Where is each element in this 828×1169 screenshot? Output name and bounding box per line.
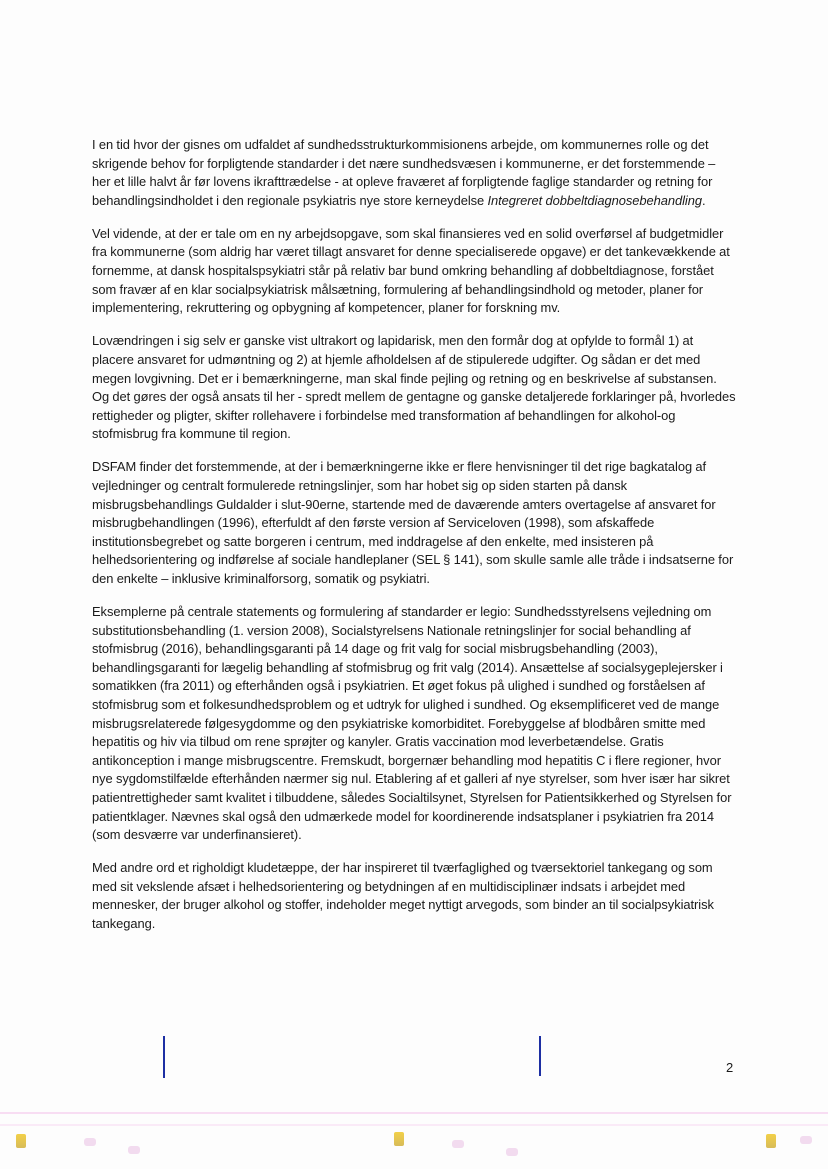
- document-body: [92, 136, 737, 948]
- page-number: 2: [726, 1060, 734, 1075]
- paragraph-4: DSFAM finder det forstemmende, at der i bemærkningerne ikke er flere henvisninger til det rige bagkatalog af vejledninger og centralt formulerede retningslinjer, som har hobet sig op siden starten på dansk misbrugsbehandlings Guldalder i slut-90erne, startende med de daværende amters overtagelse af ansvaret for misbrugbehandlingen (1996), efterfuldt af den første version af Serviceloven (1998), som afskaffede institutionsbegrebet og satte borgeren i centrum, med inddragelse af den enkelte, med insisteren på helhedsorientering og indførelse af sociale handleplaner (SEL § 141), som skulle samle alle tråde i indsatserne for den enkelte – inklusive kriminalforsorg, somatik og psykiatri.: [92, 459, 734, 586]
- scan-speck: [452, 1140, 464, 1148]
- paragraph-1: [92, 136, 737, 210]
- paragraph-1-text: I en tid hvor der gisnes om udfaldet af sundhedsstrukturkommisionens arbejde, om kommunernes rolle og det skrigende behov for forpligtende standarder i det nære sundhedsvæsen i kommunerne, er det forstemmende – her et lille halvt år før lovens ikrafttrædelse - at opleve fraværet af forpligtende faglige standarder og retning for behandlingsindholdet i den regionale psykiatris nye store kerneydelse: [92, 137, 716, 208]
- paragraph-6: Med andre ord et righoldigt kludetæppe, der har inspireret til tværfaglighed og tværsektoriel tankegang og som med sit vekslende afsæt i helhedsorientering og betydningen af en multidisciplinær indsats i arbejdet med mennesker, der bruger alkohol og stoffer, indeholder meget nyttigt arvegods, som binder an til socialpsykiatrisk tankegang.: [92, 860, 714, 932]
- scan-mark-left: [163, 1036, 165, 1078]
- paragraph-1-tail: .: [701, 192, 706, 208]
- scan-speck: [766, 1134, 776, 1148]
- paragraph-5: Eksemplerne på centrale statements og formulering af standarder er legio: Sundhedsstyrelsens vejledning om substitutionsbehandling (1. version 2008), Socialstyrelsens Nationale retningslinjer for social behandling af stofmisbrug (2016), behandlingsgaranti på 14 dage og frit valg for social misbrugsbehandling (2003), behandlingsgaranti for lægelig behandling af stofmisbrug og frit valg (2014). Ansættelse af socialsygeplejersker i somatikken (fra 2011) og efterhånden også i psykiatrien. Et øget fokus på ulighed i sundhed og forståelsen af stofmisbrug som et folkesundhedsproblem og et udtryk for ulighed i sundhed. Og eksemplificeret ved de mange misbrugsrelaterede følgesygdomme og den psykiatriske komorbiditet. Forebyggelse af blodbåren smitte med hepatitis og hiv via tilbud om rene sprøjter og kanyler. Gratis vaccination mod leverbetændelse. Gratis antikonception i mange misbrugscentre. Fremskudt, borgernær behandling mod hepatitis C i flere regioner, hvor nye sygdomstilfælde efterhånden nærmer sig nul. Etablering af et galleri af nye styrelser, som hver især har sikret patientrettigheder samt kvalitet i tilbuddene, således Socialtilsynet, Styrelsen for Patientsikkerhed og Styrelsen for patientklager. Nævnes skal også den udmærkede model for koordinerende indsatsplaner i psykiatrien fra 2014 (som desværre var underfinansieret).: [92, 604, 732, 843]
- scan-band: [0, 1124, 828, 1126]
- paragraph-1-emphasis: Integreret dobbeltdiagnosebehandling: [487, 192, 702, 208]
- scan-speck: [128, 1146, 140, 1154]
- paragraph-2: Vel vidende, at der er tale om en ny arbejdsopgave, som skal finansieres ved en solid overførsel af budgetmidler fra kommunerne (som aldrig har været tillagt ansvaret for denne specialiserede opgave) er det tankevækkende at fornemme, at dansk hospitalspsykiatri står på relativ bar bund omkring behandling af dobbeltdiagnose, forstået som fravær af en klar socialpsykiatrisk målsætning, formulering af behandlingsindhold og metoder, planer for implementering, rekruttering og opbygning af kompetencer, planer for forskning mv.: [92, 225, 730, 316]
- scan-speck: [394, 1132, 404, 1146]
- scan-speck: [800, 1136, 812, 1144]
- paragraph-3: Lovændringen i sig selv er ganske vist ultrakort og lapidarisk, men den formår dog at opfylde to formål 1) at placere ansvaret for udmøntning og 2) at hjemle afholdelsen af de stipulerede udgifter. Og sådan er det med megen lovgivning. Det er i bemærkningerne, man skal finde pejling og retning og en beskrivelse af substansen. Og det gøres der også ansats til her - spredt mellem de gentagne og ganske detaljerede forklaringer på, hvorledes rettigheder og pligter, skifter rollehavere i forbindelse med transformation af behandlingen for alkohol-og stofmisbrug fra kommune til region.: [92, 333, 736, 442]
- scan-band: [0, 1112, 828, 1114]
- scan-speck: [16, 1134, 26, 1148]
- scan-speck: [84, 1138, 96, 1146]
- scan-speck: [506, 1148, 518, 1156]
- scan-mark-right: [539, 1036, 541, 1076]
